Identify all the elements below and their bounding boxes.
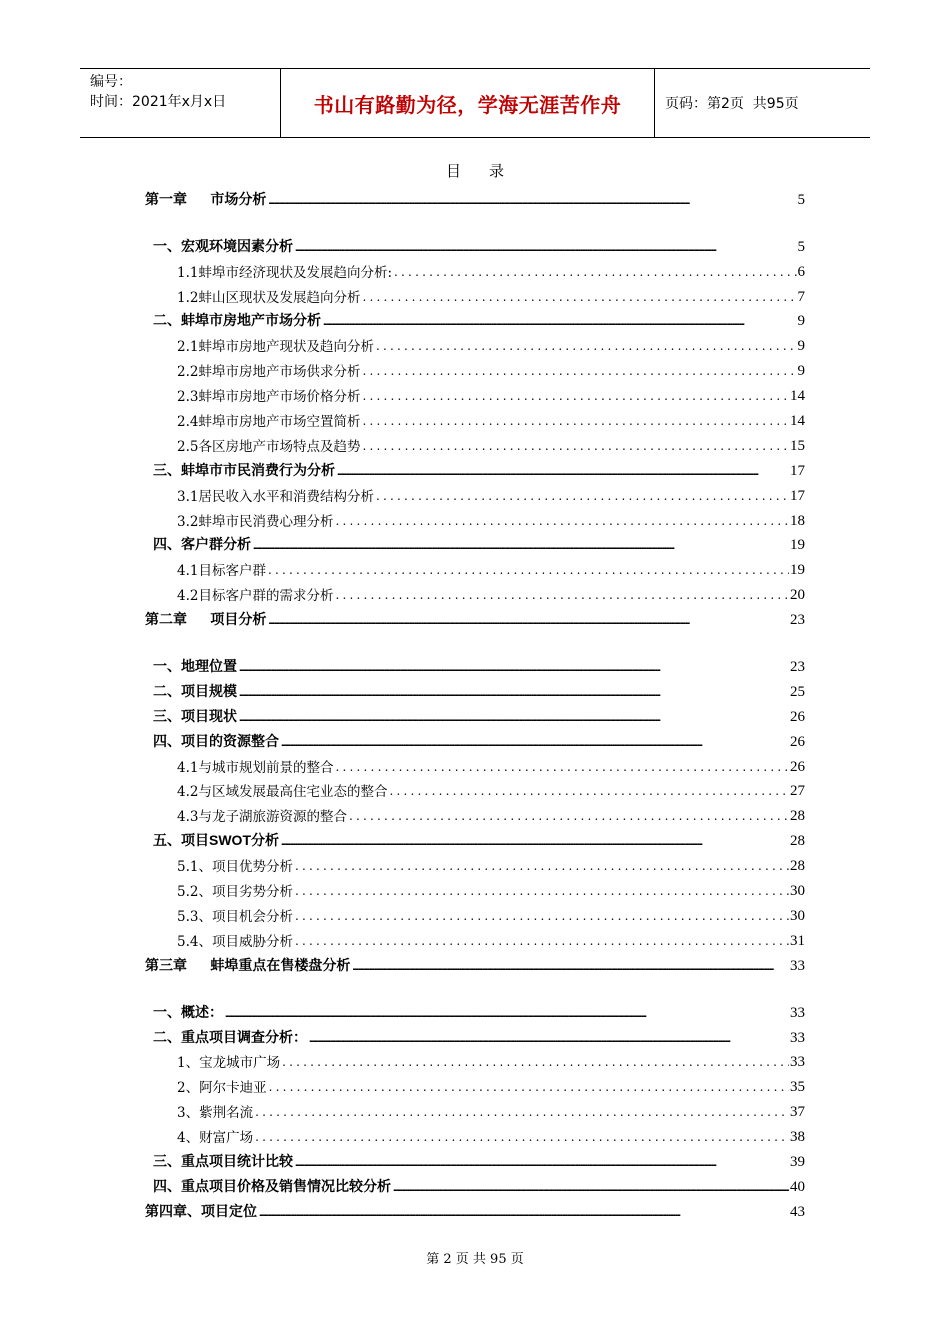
page-footer: 第 2 页 共 95 页 [426,1252,524,1267]
toc-dot-leader [268,561,789,575]
toc-entry-page: 5 [797,191,805,208]
toc-dot-leader [335,512,789,526]
toc-entry-page: 30 [790,883,805,900]
toc-entry-label: 第三章 蚌埠重点在售楼盘分析 [145,956,351,973]
toc-dot-leader [295,932,789,946]
toc-entry[interactable] [145,825,805,850]
toc-entry-label: 5.1、项目优势分析 [177,859,293,876]
toc-dot-leader [282,1053,789,1067]
toc-entry-label: 五、项目SWOT分析 [153,832,279,849]
toc-entry-label: 5.3、项目机会分析 [177,908,293,925]
header-page-info [655,69,870,137]
toc-entry-page: 19 [790,537,805,554]
toc-entry[interactable] [145,925,805,950]
toc-entry-label: 四、项目的资源整合 [153,732,279,749]
toc-dot-leader [349,807,789,821]
toc-entry[interactable] [145,505,805,530]
toc-dot-leader [259,1203,789,1217]
toc-entry-page: 25 [790,683,805,700]
toc-entry-page: 7 [797,288,805,305]
toc-entry-label: 2.5各区房地产市场特点及趋势 [177,438,361,455]
toc-entry-label: 一、地理位置 [153,658,237,675]
toc-dot-leader [295,238,797,252]
toc-entry-label: 第二章 项目分析 [145,611,267,628]
toc-entry-page: 33 [790,1054,805,1071]
toc-entry[interactable] [145,579,805,604]
toc-dot-leader [268,191,796,205]
toc-entry[interactable] [145,1196,805,1221]
toc-entry-page: 28 [790,808,805,825]
toc-entry-label: 4.1目标客户群 [177,563,266,580]
toc-dot-leader [255,1103,789,1117]
toc-dot-leader [255,1128,789,1142]
toc-entry-page: 35 [790,1079,805,1096]
toc-entry-label: 4.3与龙子湖旅游资源的整合 [177,809,347,826]
toc-entry-label: 2.3蚌埠市房地产市场价格分析 [177,389,361,406]
toc-entry[interactable] [145,1047,805,1072]
toc-dot-leader [335,586,789,600]
toc-entry-page: 9 [797,363,805,380]
toc-entry-page: 9 [797,313,805,330]
toc-entry[interactable] [145,751,805,776]
toc-dot-leader [362,288,796,302]
toc-dot-leader [295,882,789,896]
toc-dot-leader [268,611,789,625]
toc-entry[interactable] [145,281,805,306]
toc-dot-leader [309,1029,789,1043]
toc-entry[interactable] [145,184,805,209]
toc-entry-label: 3.1居民收入水平和消费结构分析 [177,488,374,505]
toc-entry[interactable] [145,676,805,701]
toc-entry-label: 四、重点项目价格及销售情况比较分析 [153,1177,391,1194]
toc-dot-leader [239,708,789,722]
toc-entry-page: 31 [790,932,805,949]
toc-dot-leader [323,312,797,326]
toc-dot-leader [389,782,789,796]
toc-entry-label: 第一章 市场分析 [145,190,267,207]
toc-entry[interactable] [145,256,805,281]
toc-entry-label: 1.1蚌埠市经济现状及发展趋向分析: [177,264,393,281]
toc-entry[interactable] [145,455,805,480]
toc-entry-page: 19 [790,562,805,579]
toc-dot-leader [335,758,789,772]
toc-spacer [145,975,805,997]
toc-entry[interactable] [145,1121,805,1146]
toc-dot-leader [394,263,796,277]
toc-title: 目录 [445,162,532,180]
toc-entry-label: 4.1与城市规划前景的整合 [177,759,334,776]
toc-entry-page: 17 [790,487,805,504]
toc-entry-label: 2、阿尔卡迪亚 [177,1080,267,1097]
toc-entry-label: 4.2与区域发展最高住宅业态的整合 [177,784,388,801]
toc-entry-page: 20 [790,587,805,604]
toc-entry-page: 6 [797,263,805,280]
toc-entry-page: 28 [790,833,805,850]
toc-entry-page: 23 [790,612,805,629]
document-header [80,68,870,138]
toc-dot-leader [362,362,796,376]
toc-entry[interactable] [145,800,805,825]
toc-entry-label: 第四章、项目定位 [145,1202,257,1219]
toc-entry-label: 2.2蚌埠市房地产市场供求分析 [177,364,361,381]
toc-entry-page: 33 [790,1004,805,1021]
toc-entry-label: 4.2目标客户群的需求分析 [177,588,334,605]
toc-entry-page: 40 [790,1178,805,1195]
toc-dot-leader [253,536,789,550]
toc-dot-leader [269,1078,789,1092]
toc-entry[interactable] [145,850,805,875]
toc-entry-page: 23 [790,659,805,676]
toc-entry[interactable] [145,875,805,900]
toc-dot-leader [393,1178,789,1192]
toc-entry[interactable] [145,355,805,380]
header-motto: 书山有路勤为径，学海无涯苦作舟 [280,69,655,137]
toc-entry-label: 四、客户群分析 [153,536,251,553]
toc-entry-page: 15 [790,437,805,454]
toc-entry-page: 39 [790,1153,805,1170]
time-label: 时间：2021年x月x日 [90,94,227,110]
toc-entry-page: 33 [790,1029,805,1046]
toc-entry[interactable] [145,701,805,726]
toc-entry[interactable] [145,530,805,555]
toc-entry-page: 33 [790,957,805,974]
toc-entry-label: 1、宝龙城市广场 [177,1055,281,1072]
page-info-text: 页码：第2页 共95页 [665,96,799,112]
toc-entry-label: 2.1蚌埠市房地产现状及趋向分析 [177,339,374,356]
toc-entry-page: 30 [790,907,805,924]
toc-entry-page: 37 [790,1104,805,1121]
toc-entry[interactable] [145,430,805,455]
toc-entry-page: 14 [790,413,805,430]
toc-entry-page: 17 [790,462,805,479]
toc-entry-label: 5.4、项目威胁分析 [177,933,293,950]
toc-entry-label: 二、项目规模 [153,682,237,699]
toc-entry-page: 27 [790,783,805,800]
toc-entry-label: 3.2蚌埠市民消费心理分析 [177,513,334,530]
toc-dot-leader [225,1004,789,1018]
toc-entry-page: 26 [790,758,805,775]
toc-entry-label: 3、紫荆名流 [177,1105,254,1122]
toc-entry-label: 二、蚌埠市房地产市场分析 [153,312,321,329]
toc-dot-leader [362,437,789,451]
toc-entry-page: 28 [790,858,805,875]
toc-dot-leader [281,832,789,846]
toc-entry-label: 三、蚌埠市市民消费行为分析 [153,461,335,478]
toc-entry[interactable] [145,1146,805,1171]
toc-entry[interactable] [145,380,805,405]
toc-entry[interactable] [145,480,805,505]
toc-entry-label: 5.2、项目劣势分析 [177,884,293,901]
toc-entry-label: 1.2蚌山区现状及发展趋向分析 [177,289,361,306]
toc-entry-label: 三、重点项目统计比较 [153,1152,293,1169]
toc-spacer [145,209,805,231]
toc-dot-leader [352,957,789,971]
toc-entry-label: 三、项目现状 [153,707,237,724]
toc-entry-page: 43 [790,1203,805,1220]
toc-entry[interactable] [145,726,805,751]
toc-entry[interactable] [145,604,805,629]
toc-spacer [145,629,805,651]
toc-entry[interactable] [145,554,805,579]
toc-dot-leader [362,412,789,426]
toc-dot-leader [295,1153,789,1167]
toc-entry[interactable] [145,306,805,331]
toc-dot-leader [295,907,789,921]
toc-entry-page: 9 [797,338,805,355]
toc-dot-leader [376,337,797,351]
toc-dot-leader [362,387,789,401]
toc-entry-label: 二、重点项目调查分析： [153,1028,307,1045]
toc-entry-page: 26 [790,708,805,725]
toc-entry[interactable] [145,1096,805,1121]
header-meta [80,69,280,137]
toc-dot-leader [295,857,789,871]
toc-dot-leader [376,487,789,501]
toc-entry[interactable] [145,997,805,1022]
toc-entry[interactable] [145,1022,805,1047]
toc-entry-page: 26 [790,733,805,750]
toc-entry-label: 4、财富广场 [177,1130,254,1147]
number-label: 编号： [90,74,132,90]
toc-entry[interactable] [145,651,805,676]
toc-entry[interactable] [145,1071,805,1096]
table-of-contents [145,184,805,1221]
toc-entry[interactable] [145,1171,805,1196]
toc-entry[interactable] [145,950,805,975]
toc-entry[interactable] [145,405,805,430]
toc-entry[interactable] [145,330,805,355]
toc-entry[interactable] [145,900,805,925]
toc-dot-leader [239,683,789,697]
toc-entry[interactable] [145,231,805,256]
toc-entry-label: 一、宏观环境因素分析 [153,237,293,254]
toc-dot-leader [337,462,789,476]
toc-dot-leader [281,733,789,747]
toc-entry-page: 5 [797,238,805,255]
toc-entry-page: 38 [790,1129,805,1146]
toc-dot-leader [239,658,789,672]
toc-entry-label: 一、概述： [153,1003,223,1020]
toc-entry[interactable] [145,776,805,801]
toc-entry-page: 18 [790,512,805,529]
toc-entry-page: 14 [790,388,805,405]
toc-entry-label: 2.4蚌埠市房地产市场空置简析 [177,414,361,431]
